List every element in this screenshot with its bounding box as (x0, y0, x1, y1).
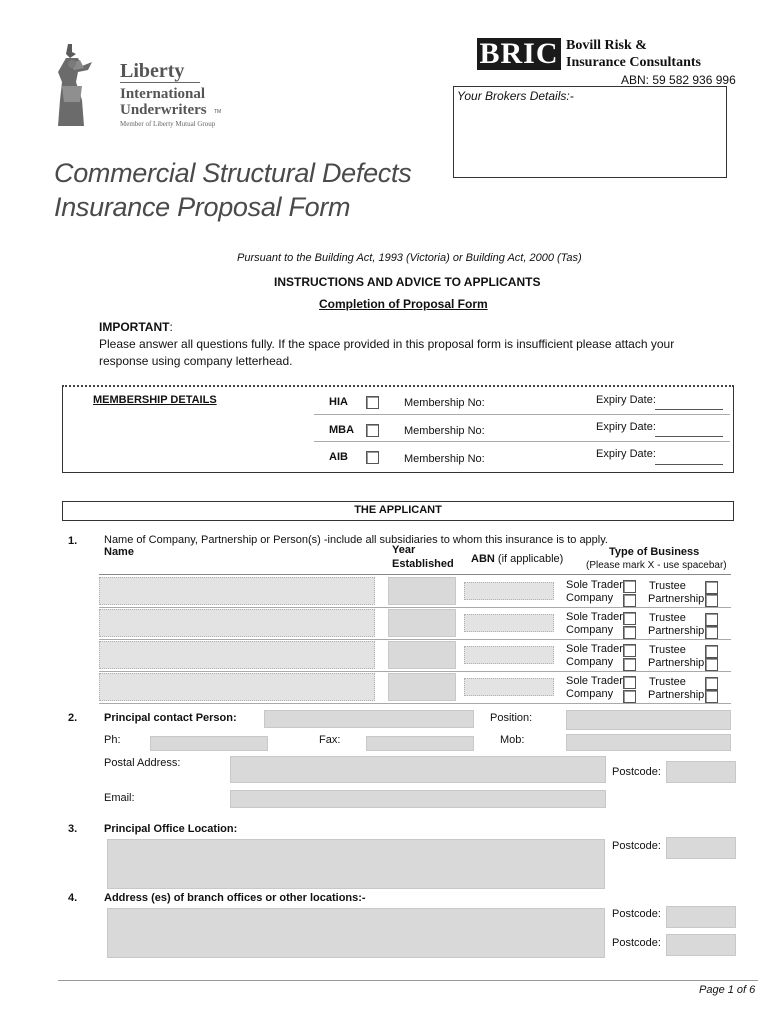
mba-checkbox[interactable] (366, 424, 379, 437)
membership-divider-2 (314, 441, 730, 442)
q1-col-type-note: (Please mark X - use spacebar) (586, 560, 727, 571)
hia-expiry-label: Expiry Date: (596, 394, 656, 406)
hia-expiry-field[interactable] (655, 398, 723, 410)
partnership-label: Partnership (648, 625, 705, 637)
q4-postcode-label-1: Postcode: (612, 908, 661, 920)
partnership-checkbox[interactable] (705, 594, 718, 607)
sole-trader-checkbox[interactable] (623, 676, 636, 689)
membership-org-mba: MBA (329, 424, 355, 436)
q2-email-label: Email: (104, 792, 135, 804)
page-number: Page 1 of 6 (699, 984, 756, 996)
aib-expiry-label: Expiry Date: (596, 448, 656, 460)
mobile-field[interactable] (566, 734, 731, 751)
year-established-field[interactable] (388, 673, 456, 701)
q1-row-rule (99, 607, 731, 608)
trustee-checkbox[interactable] (705, 581, 718, 594)
brokers-box[interactable] (453, 86, 727, 178)
q1-col-abn-rest: (if applicable) (494, 553, 564, 565)
postal-postcode-field[interactable] (666, 761, 736, 783)
branch-offices-field[interactable] (107, 908, 605, 958)
instructions-subheading: Completion of Proposal Form (319, 297, 488, 311)
partnership-label: Partnership (648, 689, 705, 701)
company-label: Company (566, 592, 614, 604)
liberty-tm: TM (214, 109, 222, 115)
q2-fax-label: Fax: (319, 734, 341, 746)
mba-expiry-field[interactable] (655, 425, 723, 437)
abn-field[interactable] (464, 678, 554, 696)
membership-divider-1 (314, 414, 730, 415)
trustee-checkbox[interactable] (705, 613, 718, 626)
sole-trader-label: Sole Trader (566, 675, 623, 687)
trustee-label: Trustee (649, 676, 686, 688)
hia-number-label: Membership No: (404, 397, 485, 409)
sole-trader-checkbox[interactable] (623, 644, 636, 657)
liberty-rule (120, 82, 200, 83)
bric-abn: ABN: 59 582 936 996 (621, 73, 736, 87)
q1-col-type: Type of Business (609, 546, 700, 558)
applicant-heading: THE APPLICANT (354, 504, 442, 516)
office-postcode-field[interactable] (666, 837, 736, 859)
bric-line1: Bovill Risk & (566, 38, 647, 53)
year-established-field[interactable] (388, 577, 456, 605)
footer-rule (58, 980, 758, 981)
company-checkbox[interactable] (623, 626, 636, 639)
membership-org-hia: HIA (329, 396, 348, 408)
q2-position-label: Position: (490, 712, 533, 724)
liberty-tagline: Member of Liberty Mutual Group (120, 120, 216, 128)
q3-label: Principal Office Location: (104, 823, 238, 835)
liberty-line3: Underwriters (120, 102, 207, 118)
q1-row-rule (99, 639, 731, 640)
important-block (99, 320, 699, 334)
branch-postcode-field-2[interactable] (666, 934, 736, 956)
important-text-line2: response using company letterhead. (99, 354, 293, 368)
hia-checkbox[interactable] (366, 396, 379, 409)
abn-field[interactable] (464, 614, 554, 632)
partnership-checkbox[interactable] (705, 690, 718, 703)
bric-line2: Insurance Consultants (566, 55, 701, 70)
applicant-name-field[interactable] (99, 641, 375, 669)
branch-postcode-field-1[interactable] (666, 906, 736, 928)
q1-col-abn (471, 553, 563, 565)
company-checkbox[interactable] (623, 658, 636, 671)
important-label: IMPORTANT (99, 320, 170, 334)
phone-field[interactable] (150, 736, 268, 751)
important-text-line1: Please answer all questions fully. If the space provided in this proposal form is insufficient please attach your (99, 337, 675, 351)
fax-field[interactable] (366, 736, 474, 751)
q1-number: 1. (68, 535, 78, 547)
postal-address-field[interactable] (230, 756, 606, 783)
applicant-heading-box (62, 501, 734, 521)
q2-ph-label: Ph: (104, 734, 121, 746)
company-checkbox[interactable] (623, 594, 636, 607)
q1-header-rule (99, 574, 731, 575)
partnership-label: Partnership (648, 657, 705, 669)
partnership-label: Partnership (648, 593, 705, 605)
sole-trader-label: Sole Trader (566, 643, 623, 655)
membership-org-aib: AIB (329, 451, 348, 463)
q1-row-rule (99, 671, 731, 672)
q2-contact-label: Principal contact Person: (104, 712, 237, 724)
q3-number: 3. (68, 823, 78, 835)
form-title-line1: Commercial Structural Defects (54, 158, 412, 188)
email-field[interactable] (230, 790, 606, 808)
important-colon: : (169, 320, 173, 334)
sole-trader-checkbox[interactable] (623, 612, 636, 625)
company-label: Company (566, 688, 614, 700)
mba-number-label: Membership No: (404, 425, 485, 437)
statue-of-liberty-icon (48, 42, 106, 128)
q3-postcode-label: Postcode: (612, 840, 661, 852)
q4-label: Address (es) of branch offices or other locations:- (104, 892, 366, 904)
year-established-field[interactable] (388, 609, 456, 637)
position-field[interactable] (566, 710, 731, 730)
contact-person-field[interactable] (264, 710, 474, 728)
abn-field[interactable] (464, 582, 554, 600)
company-checkbox[interactable] (623, 690, 636, 703)
pursuant-text: Pursuant to the Building Act, 1993 (Victoria) or Building Act, 2000 (Tas) (237, 252, 582, 264)
q1-col-name: Name (104, 546, 134, 558)
q2-number: 2. (68, 712, 78, 724)
year-established-field[interactable] (388, 641, 456, 669)
sole-trader-label: Sole Trader (566, 579, 623, 591)
q1-text: Name of Company, Partnership or Person(s) -include all subsidiaries to whom this insurance is to apply. (104, 534, 608, 546)
applicant-name-field[interactable] (99, 673, 375, 701)
applicant-name-field[interactable] (99, 577, 375, 605)
trustee-label: Trustee (649, 580, 686, 592)
membership-heading: MEMBERSHIP DETAILS (93, 394, 217, 406)
q1-col-year1: Year (392, 544, 416, 556)
partnership-checkbox[interactable] (705, 658, 718, 671)
trustee-checkbox[interactable] (705, 677, 718, 690)
trustee-label: Trustee (649, 644, 686, 656)
instructions-heading: INSTRUCTIONS AND ADVICE TO APPLICANTS (274, 275, 541, 289)
liberty-name: Liberty (120, 60, 185, 82)
q4-postcode-label-2: Postcode: (612, 937, 661, 949)
partnership-checkbox[interactable] (705, 626, 718, 639)
liberty-logo (48, 42, 238, 132)
q1-row-rule (99, 703, 731, 704)
bric-mark: BRIC (477, 38, 561, 70)
q2-postal-label: Postal Address: (104, 757, 181, 769)
brokers-label: Your Brokers Details:- (457, 89, 574, 103)
aib-number-label: Membership No: (404, 453, 485, 465)
sole-trader-label: Sole Trader (566, 611, 623, 623)
aib-expiry-field[interactable] (655, 453, 723, 465)
abn-field[interactable] (464, 646, 554, 664)
q1-col-year2: Established (392, 558, 454, 570)
liberty-line2: International (120, 86, 206, 102)
q2-mob-label: Mob: (500, 734, 525, 746)
form-title-line2: Insurance Proposal Form (54, 192, 351, 222)
q4-number: 4. (68, 892, 78, 904)
sole-trader-checkbox[interactable] (623, 580, 636, 593)
applicant-name-field[interactable] (99, 609, 375, 637)
aib-checkbox[interactable] (366, 451, 379, 464)
trustee-label: Trustee (649, 612, 686, 624)
q2-postcode-label: Postcode: (612, 766, 661, 778)
mba-expiry-label: Expiry Date: (596, 421, 656, 433)
q1-col-abn-bold: ABN (471, 553, 495, 565)
company-label: Company (566, 656, 614, 668)
trustee-checkbox[interactable] (705, 645, 718, 658)
office-location-field[interactable] (107, 839, 605, 889)
company-label: Company (566, 624, 614, 636)
